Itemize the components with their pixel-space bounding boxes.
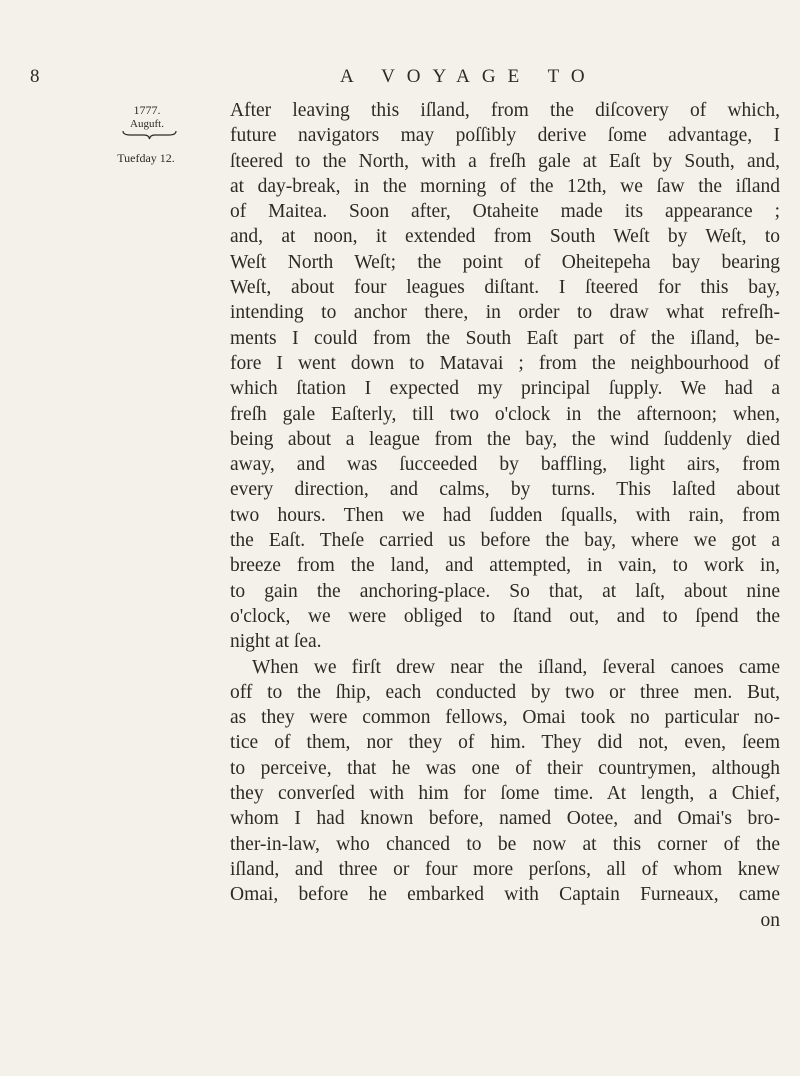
- text-line: at day-break, in the morning of the 12th, we ſaw the iſland: [230, 175, 780, 197]
- text-line: two hours. Then we had ſudden ſqualls, with rain, from: [230, 504, 780, 526]
- text-line: every direction, and calms, by turns. This laſted about: [230, 479, 780, 501]
- text-line: Weſt North Weſt; the point of Oheitepeha bay bearing: [230, 251, 780, 273]
- running-title: A VOYAGE TO: [340, 66, 597, 87]
- text-line: ſteered to the North, with a freſh gale at Eaſt by South, and,: [230, 150, 780, 172]
- margin-year: 1777.: [133, 103, 161, 117]
- text-line: When we firſt drew near the iſland, ſeveral canoes came: [252, 656, 780, 678]
- margin-day: Tuefday 12.: [117, 151, 175, 165]
- text-line: being about a league from the bay, the wind ſuddenly died: [230, 428, 780, 450]
- page-number: 8: [30, 66, 40, 87]
- text-line: breeze from the land, and attempted, in vain, to work in,: [230, 555, 780, 577]
- text-line: iſland, and three or four more perſons, all of whom knew: [230, 858, 780, 880]
- body-text: [230, 98, 780, 933]
- margin-brace: [122, 130, 177, 140]
- text-line: which ſtation I expected my principal ſupply. We had a: [230, 378, 780, 400]
- text-line: fore I went down to Matavai ; from the neighbourhood of: [230, 352, 780, 374]
- text-line: future navigators may poſſibly derive ſome advantage, I: [230, 125, 780, 147]
- text-line: Omai, before he embarked with Captain Furneaux, came: [230, 884, 780, 906]
- text-line: After leaving this iſland, from the diſcovery of which,: [230, 100, 780, 121]
- text-line: night at ſea.: [230, 631, 322, 653]
- text-line: off to the ſhip, each conducted by two or three men. But,: [230, 681, 780, 703]
- text-line: the Eaſt. Theſe carried us before the bay, where we got a: [230, 530, 780, 552]
- text-line: to gain the anchoring-place. So that, at laſt, about nine: [230, 580, 780, 602]
- text-line: ments I could from the South Eaſt part of the iſland, be-: [230, 327, 780, 349]
- margin-month: Auguft.: [130, 118, 164, 130]
- text-line: Weſt, about four leagues diſtant. I ſteered for this bay,: [230, 277, 780, 299]
- text-line: intending to anchor there, in order to draw what refreſh-: [230, 302, 780, 324]
- text-line: freſh gale Eaſterly, till two o'clock in the afternoon; when,: [230, 403, 780, 425]
- text-line: ther-in-law, who chanced to be now at this corner of the: [230, 833, 780, 855]
- text-line: of Maitea. Soon after, Otaheite made its appearance ;: [230, 201, 780, 223]
- catchword: on: [760, 909, 780, 931]
- text-line: o'clock, we were obliged to ſtand out, and to ſpend the: [230, 605, 780, 627]
- text-line: as they were common fellows, Omai took no particular no-: [230, 707, 780, 729]
- text-line: away, and was ſucceeded by baffling, light airs, from: [230, 454, 780, 476]
- text-line: and, at noon, it extended from South Weſt by Weſt, to: [230, 226, 780, 248]
- text-line: whom I had known before, named Ootee, and Omai's bro-: [230, 808, 780, 830]
- text-line: tice of them, nor they of him. They did not, even, ſeem: [230, 732, 780, 754]
- text-line: to perceive, that he was one of their countrymen, although: [230, 757, 780, 779]
- text-line: they converſed with him for ſome time. At length, a Chief,: [230, 783, 780, 805]
